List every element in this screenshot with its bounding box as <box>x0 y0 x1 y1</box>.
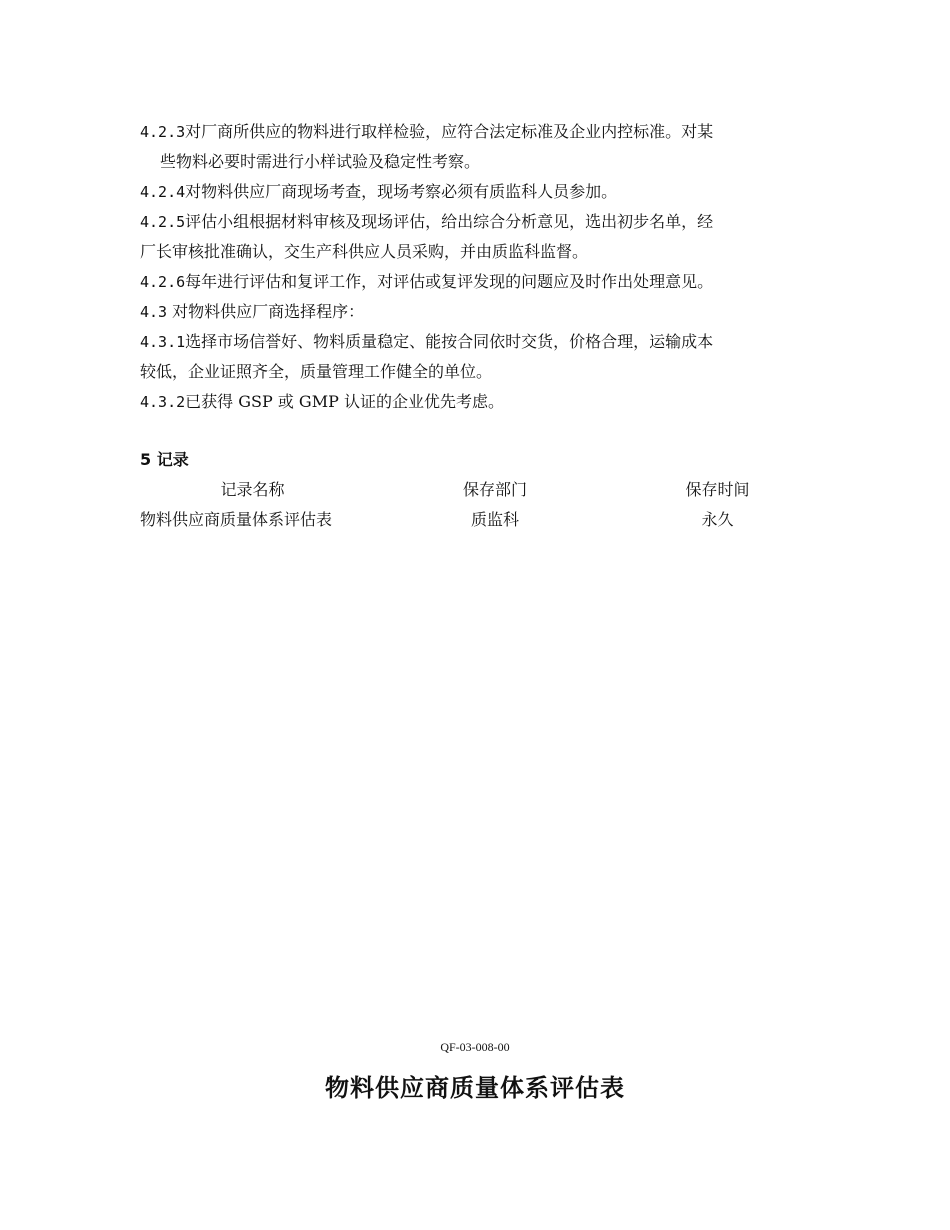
clause-text-line1: 评估小组根据材料审核及现场评估，给出综合分析意见，选出初步名单，经 <box>185 212 714 231</box>
paragraph-4-2-5 <box>140 207 810 267</box>
column-header-retention: 保存时间 <box>685 480 750 499</box>
clause-number: 4.3.2 <box>140 393 186 411</box>
paragraph-4-2-3 <box>140 117 810 177</box>
cell-record-name: 物料供应商质量体系评估表 <box>140 510 333 529</box>
table-header-row <box>140 475 810 505</box>
clause-text-line2: 较低，企业证照齐全，质量管理工作健全的单位。 <box>140 362 493 381</box>
clause-number: 4.2.6 <box>140 273 186 291</box>
clause-number: 4.3.1 <box>140 333 186 351</box>
document-body <box>140 117 810 535</box>
clause-text-line1: 对厂商所供应的物料进行取样检验，应符合法定标准及企业内控标准。对某 <box>185 122 714 141</box>
form-title: 物料供应商质量体系评估表 <box>325 1074 625 1102</box>
clause-text-line1: 选择市场信誉好、物料质量稳定、能按合同依时交货，价格合理，运输成本 <box>185 332 714 351</box>
section-5-heading: 5 记录 <box>140 450 189 469</box>
paragraph-4-3-2 <box>140 387 810 417</box>
records-table <box>140 475 810 535</box>
paragraph-4-2-6 <box>140 267 810 297</box>
form-code: QF-03-008-00 <box>440 1040 510 1054</box>
clause-number: 4.2.4 <box>140 183 186 201</box>
column-header-record-name: 记录名称 <box>220 480 285 499</box>
clause-number: 4.2.3 <box>140 123 186 141</box>
clause-text-line1: 对物料供应厂商选择程序： <box>167 302 365 321</box>
clause-text-line2: 厂长审核批准确认，交生产科供应人员采购，并由质监科监督。 <box>140 242 589 261</box>
paragraph-4-2-4 <box>140 177 810 207</box>
clause-text-line2: 些物料必要时需进行小样试验及稳定性考察。 <box>160 152 481 171</box>
clause-number: 4.2.5 <box>140 213 186 231</box>
clause-number: 4.3 <box>140 303 168 321</box>
clause-text-line1: 对物料供应厂商现场考查，现场考察必须有质监科人员参加。 <box>185 182 618 201</box>
paragraph-4-3-1 <box>140 327 810 387</box>
column-header-department: 保存部门 <box>462 480 527 499</box>
clause-text-line1: 每年进行评估和复评工作，对评估或复评发现的问题应及时作出处理意见。 <box>185 272 714 291</box>
cell-department: 质监科 <box>470 510 519 529</box>
cell-retention: 永久 <box>701 510 734 529</box>
clause-text-line1: 已获得 GSP 或 GMP 认证的企业优先考虑。 <box>185 392 504 411</box>
paragraph-4-3 <box>140 297 810 327</box>
table-row <box>140 505 810 535</box>
